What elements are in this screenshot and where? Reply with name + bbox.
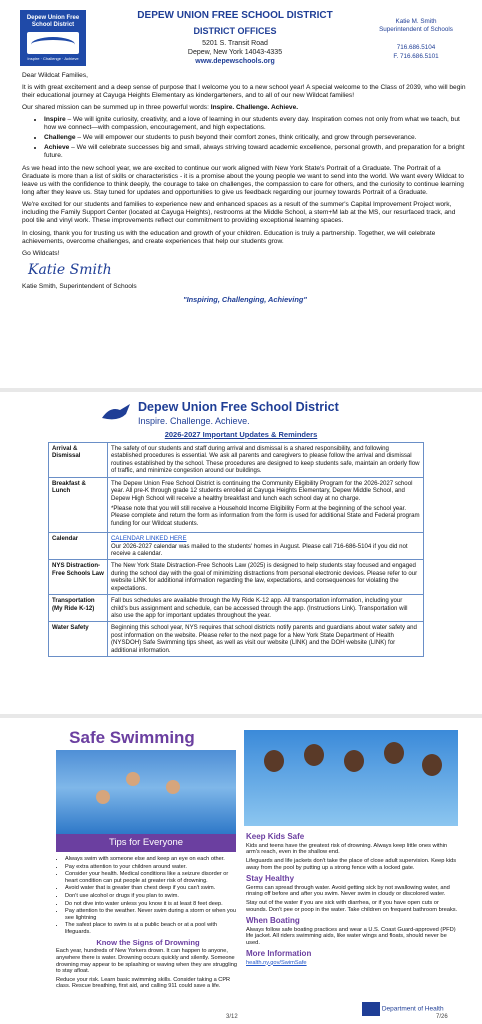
row-key: Breakfast & Lunch <box>49 477 108 533</box>
child-figure-icon <box>126 772 140 786</box>
kids-text-1: Kids and teens have the greatest risk of drowning. Always keep little ones within arm's reach, even in the shallow end. <box>246 842 448 856</box>
bullet-text: – We will empower our students to push beyond their comfort zones, think critically, and grow through perseverance. <box>75 134 417 142</box>
greeting: Dear Wildcat Families, <box>22 72 88 79</box>
logo-line2: School District <box>31 21 75 28</box>
paragraph-1: It is with great excitement and a deep sense of purpose that I welcome you to a new school year! A special welcome to the Class of 2039, who will begin their educational journey at Cayuga Heights Elementary as kindergarteners, and to all of our new Wildcat families! <box>22 84 466 100</box>
bullet-term: Challenge <box>44 134 76 142</box>
row-text-p2: *Please note that you will still receive a Household Income Eligibility Form at the beginning of the school year. Please complete and return the form as information from the form is used for additional State and Federal program funding for our Wildcat students. <box>111 504 420 527</box>
bullet-text: – We will ignite curiosity, creativity, and a love of learning in our students every day. Inspiration comes not only from what we teach, but how we connect—with compassion, encouragement, and high expectations. <box>44 116 460 132</box>
calendar-link[interactable]: CALENDAR LINKED HERE <box>111 535 187 543</box>
table-row <box>49 477 424 533</box>
healthy-text-1: Germs can spread through water. Avoid getting sick by not swallowing water, and rinsing off before and after you swim. Never swim in cloudy or discolored water. <box>246 884 450 898</box>
list-item <box>44 134 468 142</box>
list-item: • Always swim with someone else and keep an eye on each other. <box>65 856 240 863</box>
reduce-risk-text: Reduce your risk. Learn basic swimming skills. Consider taking a CPR class. Rescue breathing, first aid, and calling 911 could save a life. <box>56 976 231 990</box>
bullet-term: Inspire <box>44 116 66 124</box>
child-figure-icon <box>344 750 364 772</box>
list-item: • Avoid water that is greater than chest deep if you can't swim. <box>65 885 240 892</box>
tips-list <box>56 856 240 992</box>
bullet-term: Achieve <box>44 144 70 152</box>
list-item: • Consider your health. Medical conditions like a seizure disorder or heart condition can put people at greater risk of drowning. <box>65 871 240 884</box>
wildcat-logo-icon <box>100 402 134 424</box>
kids-photo <box>244 730 458 826</box>
fax: F. 716.686.5101 <box>393 52 439 60</box>
row-text: Fall bus schedules are available through the My Ride K-12 app. All transportation information, including your child's bus assignment and schedule, can be accessed through the app. (Instructions Link). Transportation will also use the app for important updates throughout the year. <box>108 595 424 622</box>
updates-heading: 2026-2027 Important Updates & Reminders <box>164 430 318 439</box>
phone: 716.686.5104 <box>396 44 436 52</box>
row-key: Transportation (My Ride K-12) <box>49 595 108 622</box>
signer-line: Katie Smith, Superintendent of Schools <box>22 282 137 290</box>
paragraph-3: As we head into the new school year, we are excited to continue our work aligned with New York State's Portrait of a Graduate. The Portrait of a Graduate is more than a list of skills or characteristics - it is a promise about the young people we want to send into the world. We want every Wildcat to leave us with the confidence to think deeply, the courage to take on challenges, the compassion to care for others, and the curiosity to continue learning long after they leave us. Stay tuned for updates and opportunities to give us feedback regarding our journey towards Portrait of a Graduate. <box>22 165 464 197</box>
kids-heading: Keep Kids Safe <box>246 832 305 841</box>
nys-state-icon <box>362 1002 380 1016</box>
list-item: • The safest place to swim is at a public beach or at a pool with lifeguards. <box>65 922 240 935</box>
more-info-heading: More Information <box>246 949 312 959</box>
letter-page <box>0 0 482 388</box>
row-key: NYS Distraction-Free Schools Law <box>49 560 108 595</box>
boating-text: Always follow safe boating practices and wear a U.S. Coast Guard-approved (PFD) life jacket. All riders swimming aids, like water wings and floats, should never be used. <box>246 926 456 947</box>
mission-words: Inspire. Challenge. Achieve. <box>210 104 299 112</box>
doh-label: Department of Health <box>381 1005 444 1013</box>
row-text: Beginning this school year, NYS requires that school districts notify parents and guardians about water safety and post information on the website. Please refer to the next page for a New York State Department of Health (NYSDOH) Safe Swimming tips sheet, as well as visit our website (LINK) and the DOH website (LINK) for additional information. <box>108 622 424 657</box>
paragraph-5: In closing, thank you for trusting us with the education and growth of your children. Education is truly a partnership. Together, we will celebrate achievements, overcome challenges, and create experiences that help our students grow. <box>22 229 436 245</box>
district-logo <box>20 10 86 66</box>
swimming-photo <box>56 750 236 834</box>
child-figure-icon <box>384 742 404 764</box>
list-item: • Do not dive into water unless you know it is at least 8 feet deep. <box>65 901 240 908</box>
signature: Katie Smith <box>28 261 112 278</box>
superintendent-title: Superintendent of Schools <box>379 26 453 34</box>
paragraph-2 <box>22 104 468 112</box>
signs-text: Each year, hundreds of New Yorkers drown. It can happen to anyone, anywhere there is water. Drowning occurs quickly and silently. Someone drowning may appear to be splashing or waving when they are struggling to stay afloat. <box>56 948 237 975</box>
kids-text-2: Lifeguards and life jackets don't take the place of close adult supervision. Keep kids away from the pool by putting up a strong fence with a locked gate. <box>246 858 457 872</box>
row-text: The New York State Distraction-Free Schools Law (2025) is designed to help students stay focused and engaged during the school day with the goal of minimizing distractions from personal electronic devices. Please refer to our website LINK for additional information regarding the law, expectations, and consequences for violating the expectations. <box>108 560 424 595</box>
swimming-right-column <box>244 718 462 1024</box>
row-key: Arrival & Dismissal <box>49 443 108 478</box>
table-row <box>49 560 424 595</box>
healthy-text-2: Stay out of the water if you are sick with diarrhea, or if you have open cuts or wounds. Don't pee or poop in the water. Take children on frequent bathroom breaks. <box>246 900 458 914</box>
letterhead-center <box>120 10 350 66</box>
safety-info <box>246 830 458 967</box>
child-figure-icon <box>422 754 442 776</box>
letterhead-right <box>356 18 476 61</box>
signs-heading: Know the Signs of Drowning <box>96 937 200 947</box>
list-item <box>44 144 468 160</box>
row-key: Water Safety <box>49 622 108 657</box>
healthy-heading: Stay Healthy <box>246 873 295 883</box>
row-text <box>108 533 424 560</box>
tips-banner: Tips for Everyone <box>56 834 236 852</box>
letter-body <box>22 72 468 304</box>
swimming-title: Safe Swimming <box>69 728 195 747</box>
table-row <box>49 622 424 657</box>
row-text-p1: The Depew Union Free School District is continuing the Community Eligibility Program for the 2026-2027 school year. All pre-K through grade 12 students enrolled at Cayuga Heights Elementary, Depew Middle School, and Depew High School will receive a healthy breakfast and lunch each school day at no charge. <box>111 479 413 502</box>
swimming-left-column <box>22 718 242 1024</box>
updates-title: Depew Union Free School District <box>138 400 339 414</box>
address-line2: Depew, New York 14043-4335 <box>187 49 283 57</box>
safe-swimming-page <box>0 718 482 1024</box>
row-text <box>108 477 424 533</box>
updates-subtitle: Inspire. Challenge. Achieve. <box>138 416 250 426</box>
bullet-text: – We will celebrate successes big and small, always striving toward academic excellence, personal growth, and preparation for a bright future. <box>44 144 465 160</box>
list-item <box>44 116 468 132</box>
row-text: The safety of our students and staff during arrival and dismissal is a shared responsibility, and following established procedures is essential. We ask all parents and caregivers to please follow the arrival and dismissal routines established by the school. These procedures are designed to keep students safe, maintain an orderly flow of traffic, and minimize congestion around our buildings. <box>108 443 424 478</box>
swimsafe-link[interactable]: health.ny.gov/SwimSafe <box>246 959 307 966</box>
child-figure-icon <box>96 790 110 804</box>
table-row <box>49 595 424 622</box>
logo-tagline: Inspire · Challenge · Achieve <box>27 56 79 62</box>
page-number-left: 3/12 <box>226 1014 238 1020</box>
child-figure-icon <box>304 744 324 766</box>
website-link[interactable]: www.depewschools.org <box>195 58 275 66</box>
row-key: Calendar <box>49 533 108 560</box>
boating-heading: When Boating <box>246 915 300 925</box>
superintendent-name: Katie M. Smith <box>395 18 437 25</box>
calendar-text: Our 2026-2027 calendar was mailed to the students' homes in August. Please call 716-686-5104 if you did not receive a calendar. <box>111 542 408 558</box>
child-figure-icon <box>166 780 180 794</box>
closing: Go Wildcats! <box>22 249 60 257</box>
child-figure-icon <box>264 750 284 772</box>
list-item: • Pay attention to the weather. Never swim during a storm or when you see lightning <box>65 908 240 921</box>
mission-intro: Our shared mission can be summed up in three powerful words: <box>22 104 211 112</box>
list-item: • Don't use alcohol or drugs if you plan to swim. <box>65 893 240 900</box>
updates-page <box>0 392 482 714</box>
district-offices: DISTRICT OFFICES <box>193 26 277 36</box>
mission-list <box>22 116 468 160</box>
wave-icon <box>27 32 79 54</box>
motto: "Inspiring, Challenging, Achieving" <box>183 294 307 304</box>
logo-line1: Depew Union Free <box>26 15 80 21</box>
table-row <box>49 533 424 560</box>
paragraph-4: We're excited for our students and families to experience new and enhanced spaces as a result of the summer's Capital Improvement Project work, including the Family Support Center (located at Cayuga Heights), restrooms at the Middle School, a stem+M lab at the MS, our resurfaced track, and pool tile and vinyl work. These improvements reflect our commitment to providing exceptional learning spaces. <box>22 201 456 225</box>
updates-table <box>48 442 424 657</box>
address-line1: 5201 S. Transit Road <box>202 40 268 47</box>
district-name: DEPEW UNION FREE SCHOOL DISTRICT <box>137 10 333 21</box>
page-number-right: 7/26 <box>436 1014 448 1020</box>
table-row <box>49 443 424 478</box>
list-item: • Pay extra attention to your children around water. <box>65 864 240 871</box>
